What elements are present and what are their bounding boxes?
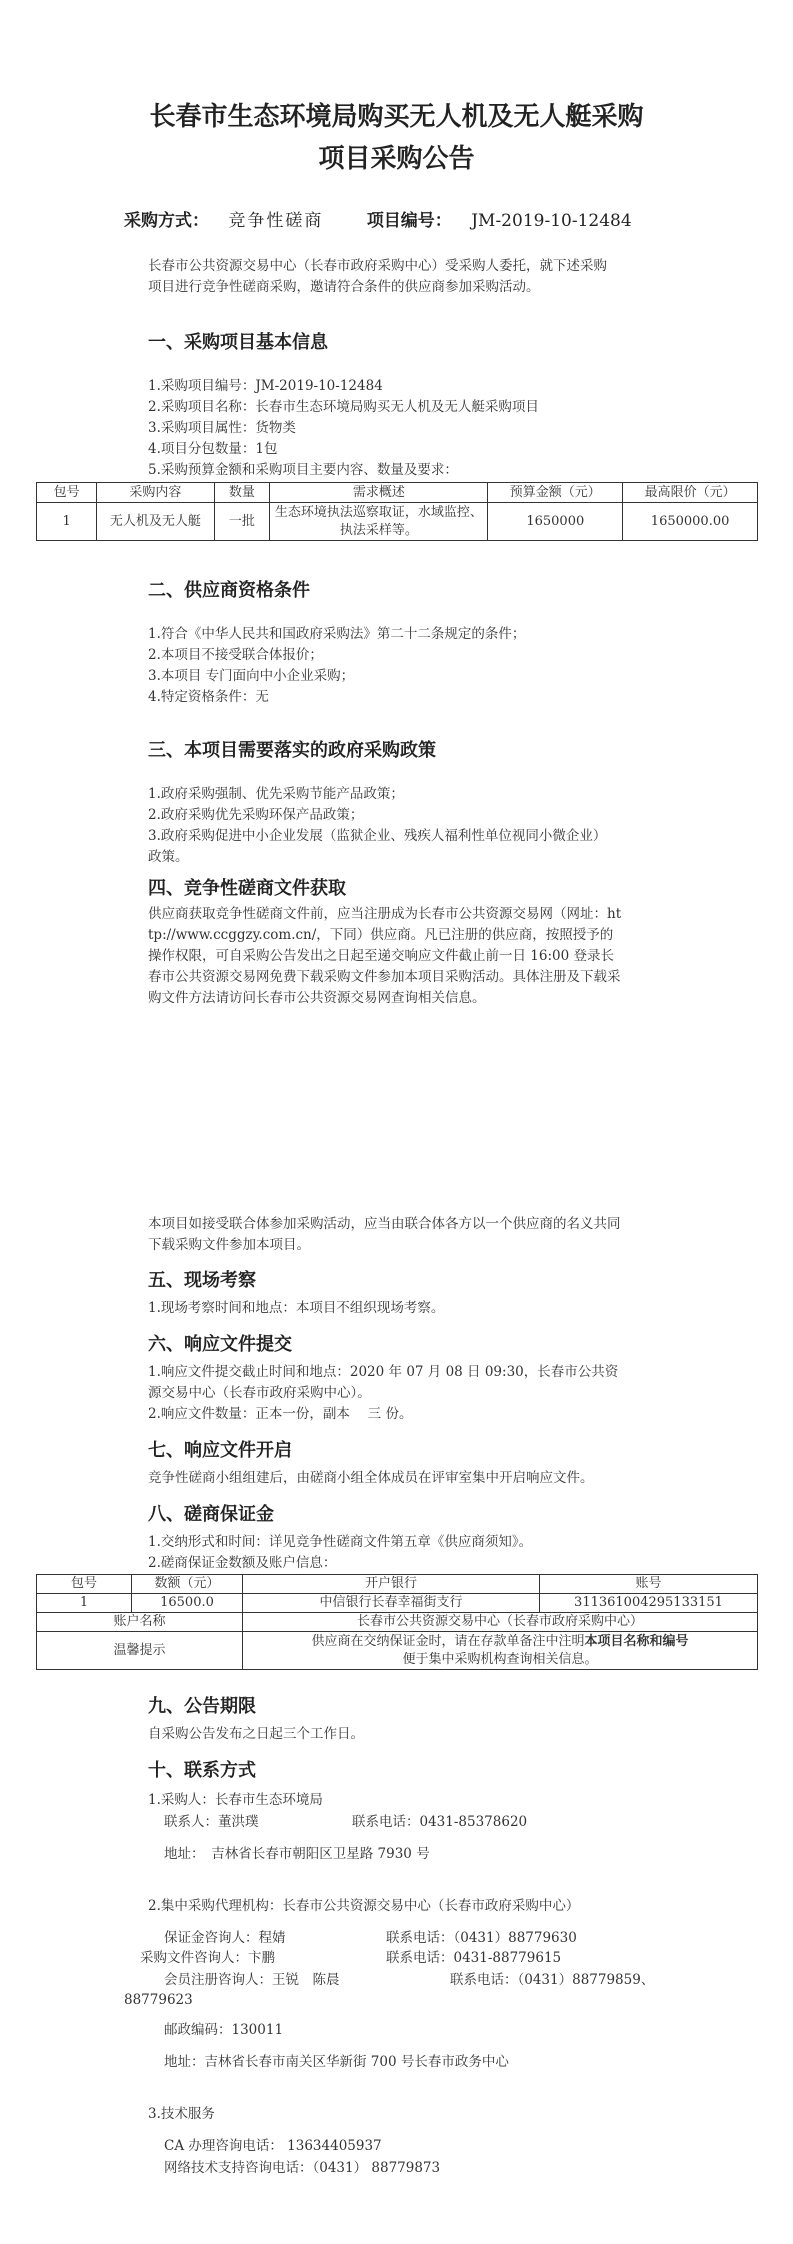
deposit-header-row (37, 1575, 758, 1594)
th-dep-bank: 开户银行 (243, 1575, 540, 1594)
s1-item-3: 3.采购项目属性：货物类 (148, 420, 296, 436)
table-header-row (37, 483, 758, 503)
budget-table (36, 482, 758, 541)
td-dep-account: 311361004295133151 (540, 1594, 758, 1613)
th-limit: 最高限价（元） (623, 483, 758, 503)
td-content: 无人机及无人艇 (97, 503, 214, 541)
buyer-phone: 联系电话：0431-85378620 (352, 1814, 528, 1830)
th-quantity: 数量 (214, 483, 270, 503)
td-dep-amount: 16500.0 (132, 1594, 243, 1613)
s1-item-5: 5.采购预算金额和采购项目主要内容、数量及要求： (148, 462, 458, 478)
section-8-heading: 八、磋商保证金 (148, 1504, 274, 1525)
section-3-heading: 三、本项目需要落实的政府采购政策 (148, 740, 436, 761)
section-4-heading: 四、竞争性磋商文件获取 (148, 878, 346, 899)
s2-item-1: 1.符合《中华人民共和国政府采购法》第二十二条规定的条件； (148, 626, 526, 642)
s3-item-2: 2.政府采购优先采购环保产品政策； (148, 807, 364, 823)
registration-phone-2: 88779623 (124, 1992, 193, 2008)
tip-text-a: 供应商在交纳保证金时，请在存款单备注中注明 (311, 1633, 585, 1649)
s2-item-4: 4.特定资格条件：无 (148, 689, 269, 705)
s4-paragraph: 供应商获取竞争性磋商文件前，应当注册成为长春市公共资源交易网（网址：http://www.ccggzy.com.cn/，下同）供应商。凡已注册的供应商，按照授予的操作权限，可自采购公告发出之日起至递交响应文件截止前一日 16:00 登录长春市公共资源交易网免费下载采购文件参加本项目采购活动。具体注册及下载采购文件方法请访问长春市公共资源交易网查询相关信息。 (148, 906, 622, 1006)
s6-text-2: 2.响应文件数量：正本一份，副本 三 份。 (148, 1406, 413, 1422)
deposit-contact: 保证金咨询人：程婧 (164, 1930, 286, 1946)
td-dep-package: 1 (37, 1594, 132, 1613)
td-limit: 1650000.00 (623, 503, 758, 541)
postcode: 邮政编码：130011 (164, 2022, 284, 2038)
s3-item-3: 3.政府采购促进中小企业发展（监狱企业、残疾人福利性单位视同小微企业）政策。 (148, 828, 607, 865)
code-value: JM-2019-10-12484 (471, 211, 632, 231)
section-2-heading: 二、供应商资格条件 (148, 580, 310, 601)
th-dep-account: 账号 (540, 1575, 758, 1594)
deposit-table (36, 1574, 758, 1670)
td-package: 1 (37, 503, 97, 541)
account-name-row (37, 1613, 758, 1632)
table-row (37, 1594, 758, 1613)
s2-item-3: 3.本项目 专门面向中小企业采购； (148, 668, 355, 684)
s8-text-2: 2.磋商保证金数额及账户信息： (148, 1555, 337, 1571)
agency-address: 地址：吉林省长春市南关区华新街 700 号长春市政务中心 (164, 2054, 509, 2070)
th-budget: 预算金额（元） (488, 483, 623, 503)
deposit-phone: 联系电话：（0431）88779630 (386, 1930, 577, 1946)
method-label: 采购方式： (124, 211, 209, 231)
file-contact: 采购文件咨询人：卞鹏 (140, 1950, 275, 1966)
s8-text-1: 1.交纳形式和时间：详见竞争性磋商文件第五章《供应商须知》。 (148, 1534, 533, 1550)
tip-text-c: 便于集中采购机构查询相关信息。 (402, 1651, 598, 1667)
registration-contact: 会员注册咨询人：王锐 陈晨 (164, 1972, 340, 1988)
s1-item-4: 4.项目分包数量：1包 (148, 441, 278, 457)
buyer-contact: 联系人：董洪璞 (164, 1814, 259, 1830)
th-package: 包号 (37, 483, 97, 503)
registration-phone: 联系电话：（0431）88779859、 (450, 1972, 655, 1988)
ca-phone: CA 办理咨询电话： 13634405937 (164, 2138, 382, 2154)
s2-item-2: 2.本项目不接受联合体报价； (148, 647, 323, 663)
s3-item-1: 1.政府采购强制、优先采购节能产品政策； (148, 786, 404, 802)
page-subtitle: 项目采购公告 (318, 144, 475, 174)
tip-content (243, 1632, 758, 1670)
section-10-heading: 十、联系方式 (148, 1760, 256, 1781)
th-dep-amount: 数额（元） (132, 1575, 243, 1594)
tip-row (37, 1632, 758, 1670)
network-support-phone: 网络技术支持咨询电话：（0431） 88779873 (164, 2160, 441, 2176)
th-requirement: 需求概述 (270, 483, 488, 503)
s1-item-1: 1.采购项目编号：JM-2019-10-12484 (148, 378, 383, 394)
td-dep-bank: 中信银行长春幸福街支行 (243, 1594, 540, 1613)
td-budget: 1650000 (488, 503, 623, 541)
td-quantity: 一批 (214, 503, 270, 541)
page-title: 长春市生态环境局购买无人机及无人艇采购 (149, 102, 644, 132)
section-1-heading: 一、采购项目基本信息 (148, 332, 328, 353)
intro-paragraph: 长春市公共资源交易中心（长春市政府采购中心）受采购人委托，就下述采购项目进行竞争性磋商采购，邀请符合条件的供应商参加采购活动。 (148, 258, 607, 295)
s9-text: 自采购公告发布之日起三个工作日。 (148, 1726, 364, 1742)
s6-text-1: 1.响应文件提交截止时间和地点：2020 年 07 月 08 日 09:30，长春市公共资源交易中心（长春市政府采购中心）。 (148, 1364, 619, 1401)
account-name-label: 账户名称 (37, 1613, 243, 1632)
s1-item-2: 2.采购项目名称：长春市生态环境局购买无人机及无人艇采购项目 (148, 399, 539, 415)
procurement-method (124, 206, 632, 231)
td-requirement: 生态环境执法巡察取证，水域监控、执法采样等。 (270, 503, 488, 541)
th-content: 采购内容 (97, 483, 214, 503)
section-5-heading: 五、现场考察 (148, 1270, 256, 1291)
s5-text: 1.现场考察时间和地点：本项目不组织现场考察。 (148, 1300, 445, 1316)
table-row (37, 503, 758, 541)
agency-name: 2.集中采购代理机构：长春市公共资源交易中心（长春市政府采购中心） (148, 1898, 580, 1914)
s4-paragraph-2: 本项目如接受联合体参加采购活动，应当由联合体各方以一个供应商的名义共同下载采购文件参加本项目。 (148, 1216, 621, 1253)
tip-label: 温馨提示 (37, 1632, 243, 1670)
section-6-heading: 六、响应文件提交 (148, 1334, 292, 1355)
tip-text-bold: 本项目名称和编号 (584, 1633, 689, 1649)
method-value: 竞争性磋商 (228, 211, 324, 231)
section-7-heading: 七、响应文件开启 (148, 1440, 292, 1461)
section-9-heading: 九、公告期限 (148, 1696, 256, 1717)
code-label: 项目编号： (366, 211, 452, 231)
file-phone: 联系电话：0431-88779615 (386, 1950, 562, 1966)
tech-service-heading: 3.技术服务 (148, 2106, 215, 2122)
buyer-name: 1.采购人：长春市生态环境局 (148, 1792, 323, 1808)
th-dep-package: 包号 (37, 1575, 132, 1594)
s7-text: 竞争性磋商小组组建后，由磋商小组全体成员在评审室集中开启响应文件。 (148, 1470, 594, 1486)
buyer-address: 地址： 吉林省长春市朝阳区卫星路 7930 号 (164, 1846, 430, 1862)
account-name-value: 长春市公共资源交易中心（长春市政府采购中心） (243, 1613, 758, 1632)
